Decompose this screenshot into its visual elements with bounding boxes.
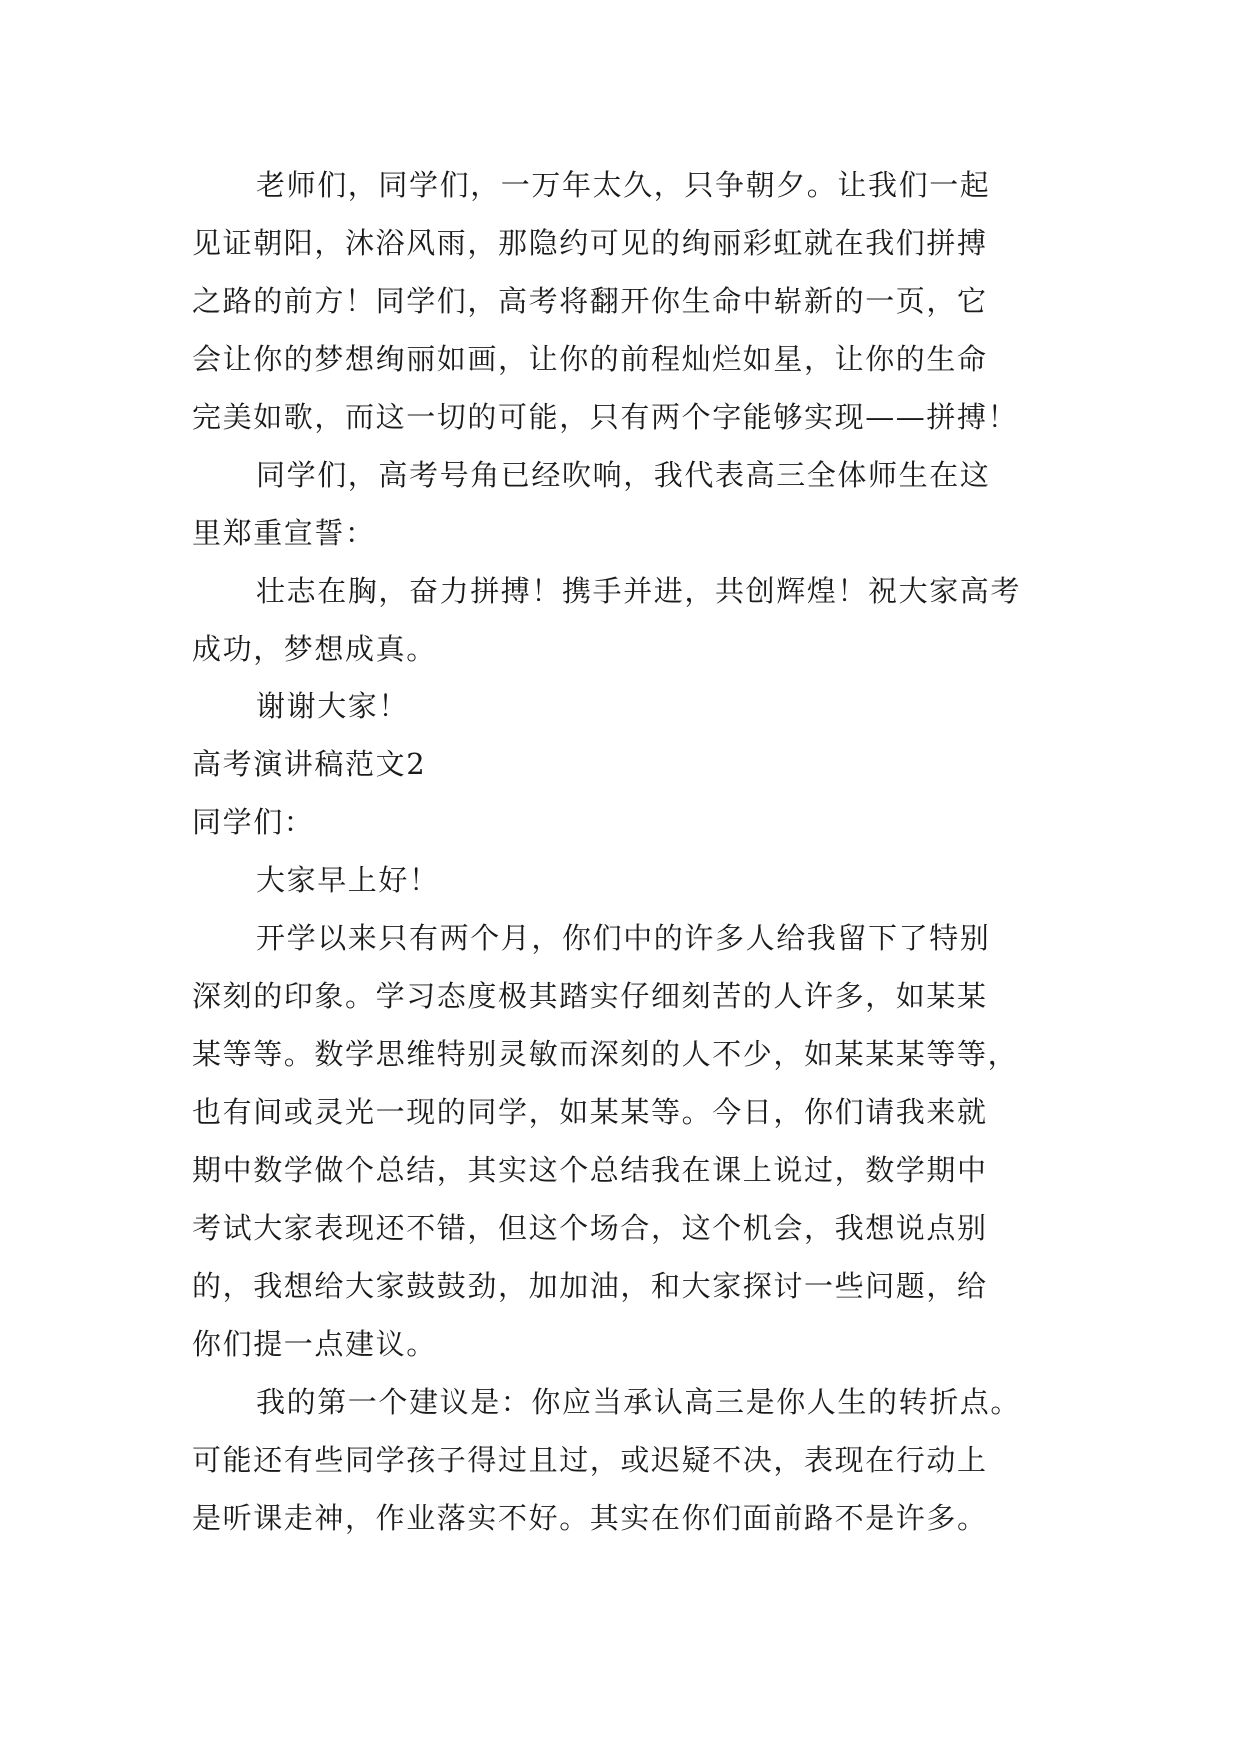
text-line: 完美如歌，而这一切的可能，只有两个字能够实现——拼搏！	[192, 400, 1019, 434]
text-line: 的，我想给大家鼓鼓劲，加加油，和大家探讨一些问题，给	[192, 1269, 988, 1303]
text-line: 成功，梦想成真。	[192, 632, 437, 666]
section-heading: 高考演讲稿范文2	[192, 747, 427, 781]
text-line: 也有间或灵光一现的同学，如某某等。今日，你们请我来就	[192, 1095, 988, 1129]
text-line: 壮志在胸，奋力拼搏！携手并进，共创辉煌！祝大家高考	[256, 574, 1022, 608]
text-line: 你们提一点建议。	[192, 1327, 437, 1361]
text-line: 某等等。数学思维特别灵敏而深刻的人不少，如某某某等等，	[192, 1037, 1019, 1071]
greeting: 大家早上好！	[256, 863, 440, 897]
text-line: 开学以来只有两个月，你们中的许多人给我留下了特别	[256, 921, 991, 955]
text-line: 同学们，高考号角已经吹响，我代表高三全体师生在这	[256, 458, 991, 492]
text-line: 之路的前方！同学们，高考将翻开你生命中崭新的一页，它	[192, 284, 988, 318]
text-line: 是听课走神，作业落实不好。其实在你们面前路不是许多。	[192, 1501, 988, 1535]
text-line: 可能还有些同学孩子得过且过，或迟疑不决，表现在行动上	[192, 1443, 988, 1477]
text-line: 考试大家表现还不错，但这个场合，这个机会，我想说点别	[192, 1211, 988, 1245]
text-line: 我的第一个建议是：你应当承认高三是你人生的转折点。	[256, 1385, 1022, 1419]
text-line: 深刻的印象。学习态度极其踏实仔细刻苦的人许多，如某某	[192, 979, 988, 1013]
text-line: 谢谢大家！	[256, 689, 410, 723]
text-line: 里郑重宣誓：	[192, 516, 376, 550]
text-line: 见证朝阳，沐浴风雨，那隐约可见的绚丽彩虹就在我们拼搏	[192, 226, 988, 260]
text-line: 老师们，同学们，一万年太久，只争朝夕。让我们一起	[256, 168, 991, 202]
text-line: 会让你的梦想绚丽如画，让你的前程灿烂如星，让你的生命	[192, 342, 988, 376]
text-line: 期中数学做个总结，其实这个总结我在课上说过，数学期中	[192, 1153, 988, 1187]
salutation: 同学们：	[192, 805, 315, 839]
